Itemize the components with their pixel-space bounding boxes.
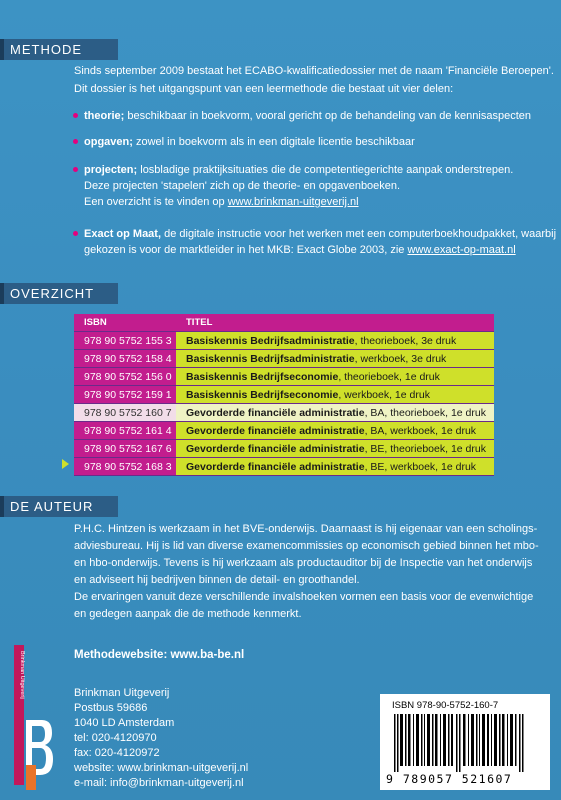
cell-isbn: 978 90 5752 156 0: [74, 368, 176, 386]
bullet-dot-icon: [73, 167, 78, 172]
bullet-exact: Exact op Maat, de digitale instructie voor het werken met een computerboekhoudpakket, waarbij gekozen is voor de marktleider in het MKB: Exact Globe 2003, zie www.exact-op-maat.nl: [74, 226, 556, 258]
barcode-digits: 9 789057 521607: [386, 772, 513, 786]
bullet-dot-icon: [73, 231, 78, 236]
auteur-line: en gedegen aanpak die de methode kenmerkt.: [74, 608, 302, 620]
cell-titel: Gevorderde financiële administratie, BA, theorieboek, 1e druk: [176, 404, 494, 422]
bullet-projecten: projecten; losbladige praktijksituaties die de competentiegerichte aanpak onderstrepen. Deze projecten 'stapelen' zich op de theorie- en opgavenboeken. Een overzicht is te vinden op www.brinkman-uitgeverij.nl: [74, 162, 513, 210]
section-label-auteur: DE AUTEUR: [0, 496, 118, 517]
auteur-line: en adviseert hij bedrijven binnen de detail- en groothandel.: [74, 574, 360, 586]
cell-isbn: 978 90 5752 168 3: [74, 458, 176, 476]
cell-isbn: 978 90 5752 159 1: [74, 386, 176, 404]
auteur-line: P.H.C. Hintzen is werkzaam in het BVE-onderwijs. Daarnaast is hij eigenaar van een scholings-: [74, 523, 538, 535]
svg-text:Brinkman Uitgeverij: Brinkman Uitgeverij: [19, 651, 25, 699]
bullet-dot-icon: [73, 113, 78, 118]
bullet-theorie: theorie; beschikbaar in boekvorm, vooral gericht op de behandeling van de kennisaspecten: [74, 108, 531, 124]
publisher-line: tel: 020-4120970: [74, 732, 157, 744]
link-exact[interactable]: www.exact-op-maat.nl: [407, 244, 516, 256]
table-row: [74, 422, 494, 440]
cell-isbn: 978 90 5752 155 3: [74, 332, 176, 350]
section-label-methode: METHODE: [0, 39, 118, 60]
publisher-line: website: www.brinkman-uitgeverij.nl: [74, 762, 249, 774]
cell-titel: Gevorderde financiële administratie, BE, theorieboek, 1e druk: [176, 440, 494, 458]
methode-intro-2: Dit dossier is het uitgangspunt van een leermethode die bestaat uit vier delen:: [74, 83, 454, 95]
header-titel: TITEL: [176, 314, 494, 332]
publisher-line: Postbus 59686: [74, 702, 148, 714]
section-label-overzicht: OVERZICHT: [0, 283, 118, 304]
bullet-dot-icon: [73, 139, 78, 144]
table-row-highlighted: [74, 404, 494, 422]
auteur-line: adviesbureau. Hij is lid van diverse examencommissies op economisch gebied binnen het mbo-: [74, 540, 539, 552]
cell-titel: Basiskennis Bedrijfsadministratie, werkboek, 3e druk: [176, 350, 494, 368]
barcode-icon: [390, 714, 540, 772]
header-isbn: ISBN: [74, 314, 176, 332]
auteur-line: De ervaringen vanuit deze verschillende invalshoeken vormen een basis voor de evenwichtige: [74, 591, 534, 603]
publisher-line: e-mail: info@brinkman-uitgeverij.nl: [74, 777, 244, 789]
brinkman-logo-icon: [14, 645, 54, 790]
barcode-box: [380, 694, 550, 790]
cell-titel: Basiskennis Bedrijfseconomie, werkboek, 1e druk: [176, 386, 494, 404]
link-brinkman[interactable]: www.brinkman-uitgeverij.nl: [227, 196, 359, 208]
bullet-opgaven: opgaven; zowel in boekvorm als in een digitale licentie beschikbaar: [74, 134, 415, 150]
table-row: [74, 458, 494, 476]
table-row: [74, 332, 494, 350]
methode-intro-1: Sinds september 2009 bestaat het ECABO-kwalificatiedossier met de naam 'Financiële Beroepen'.: [74, 65, 554, 77]
table-row: [74, 350, 494, 368]
cell-isbn: 978 90 5752 161 4: [74, 422, 176, 440]
publisher-name: Brinkman Uitgeverij: [74, 687, 170, 699]
publisher-line: fax: 020-4120972: [74, 747, 160, 759]
table-row: [74, 440, 494, 458]
overview-table: [74, 314, 494, 476]
highlight-arrow-icon: [62, 459, 69, 469]
barcode-isbn-label: ISBN 978-90-5752-160-7: [392, 700, 499, 711]
cell-titel: Gevorderde financiële administratie, BA, werkboek, 1e druk: [176, 422, 494, 440]
publisher-line: 1040 LD Amsterdam: [74, 717, 175, 729]
cell-isbn: 978 90 5752 167 6: [74, 440, 176, 458]
methode-website[interactable]: Methodewebsite: www.ba-be.nl: [74, 649, 245, 661]
cell-isbn: 978 90 5752 158 4: [74, 350, 176, 368]
table-row: [74, 368, 494, 386]
cell-titel: Gevorderde financiële administratie, BE, werkboek, 1e druk: [176, 458, 494, 476]
table-row: [74, 386, 494, 404]
cell-isbn: 978 90 5752 160 7: [74, 404, 176, 422]
cell-titel: Basiskennis Bedrijfseconomie, theorieboek, 1e druk: [176, 368, 494, 386]
table-header-row: [74, 314, 494, 332]
auteur-line: en hbo-onderwijs. Tevens is hij werkzaam als productauditor bij de Inspectie van het onderwijs: [74, 557, 533, 569]
cell-titel: Basiskennis Bedrijfsadministratie, theorieboek, 3e druk: [176, 332, 494, 350]
